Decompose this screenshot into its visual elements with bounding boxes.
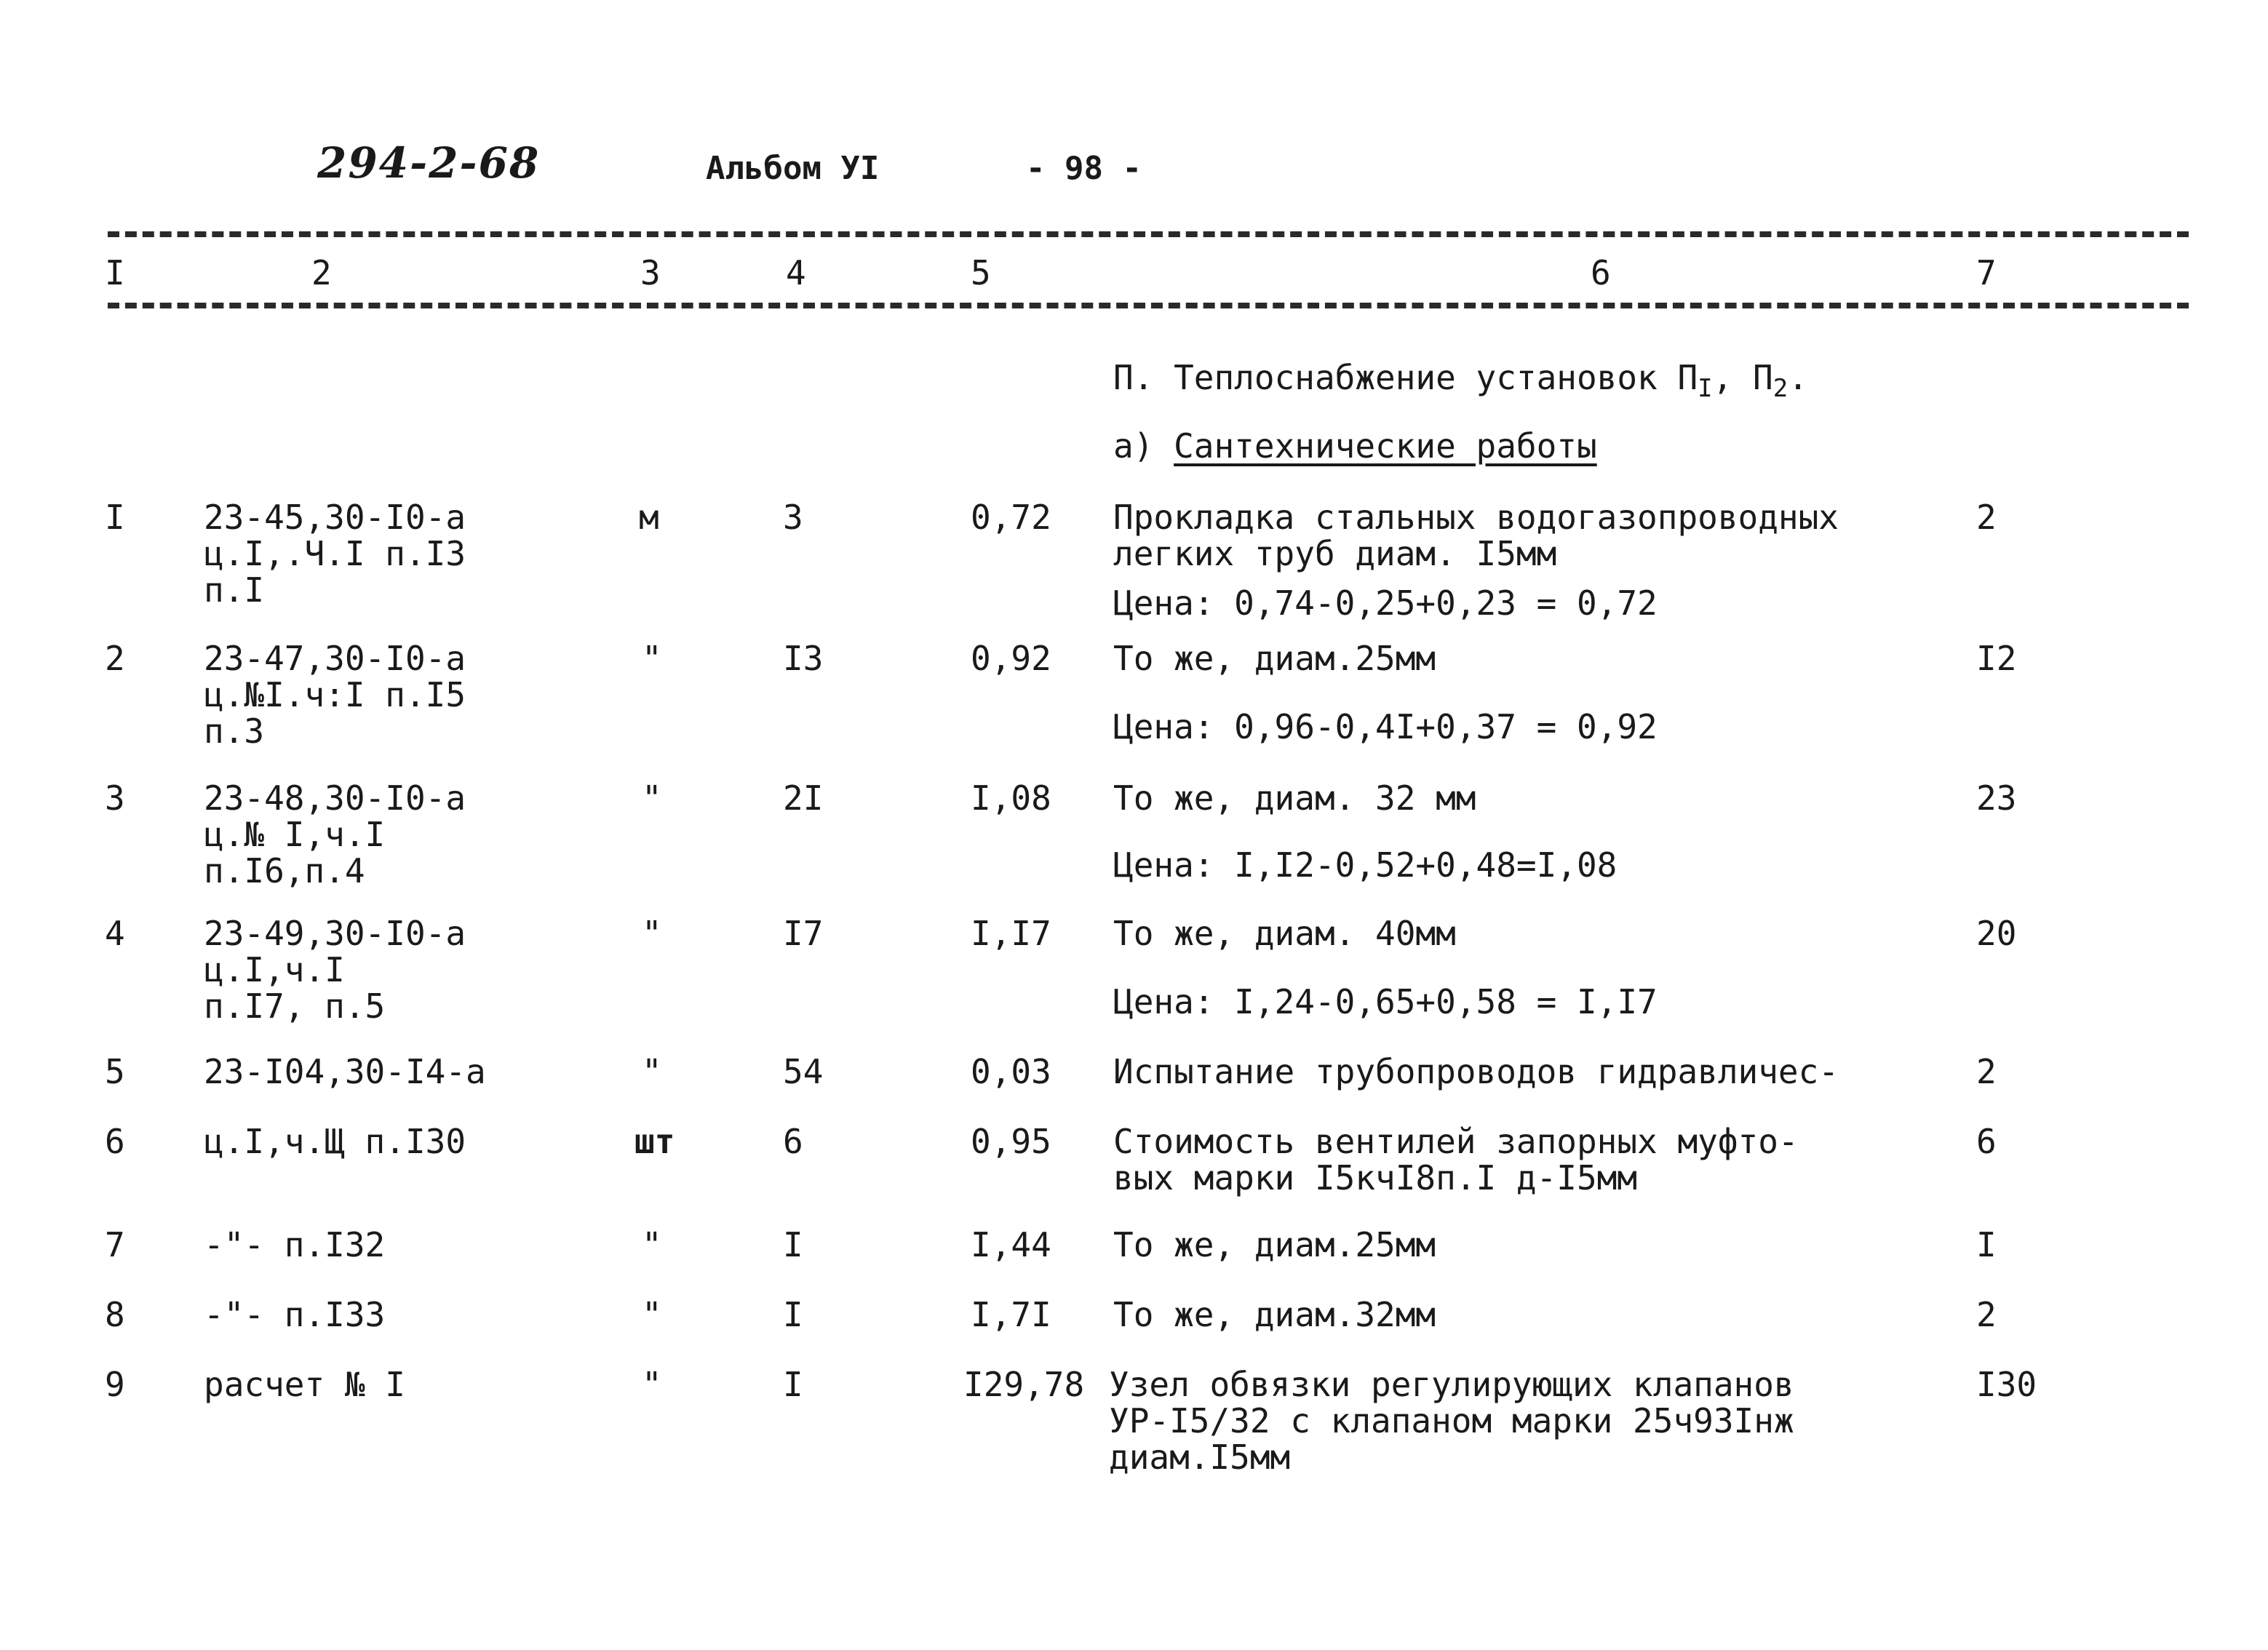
- subsection-title: [1113, 428, 1597, 464]
- row-quantity: I: [783, 1225, 803, 1264]
- row-total: 20: [1976, 914, 2017, 953]
- row-unit: ": [642, 778, 662, 818]
- top-dashed-rule: [108, 231, 2189, 237]
- reference-line: ц.№ I,ч.I: [204, 815, 386, 854]
- column-number-3: 3: [640, 253, 661, 292]
- row-quantity: I7: [783, 914, 824, 953]
- row-price: I,44: [971, 1225, 1051, 1264]
- description-line: диам.I5мм: [1109, 1438, 1291, 1477]
- row-price: I,I7: [971, 914, 1051, 953]
- row-quantity: 54: [783, 1052, 824, 1091]
- reference-line: п.3: [204, 712, 265, 751]
- row-description: [1113, 1296, 1436, 1333]
- page-number: - 98 -: [1026, 150, 1142, 187]
- reference-line: 23-48,30-I0-а: [204, 778, 466, 818]
- row-reference: [204, 1123, 466, 1160]
- reference-line: 23-45,30-I0-а: [204, 498, 466, 537]
- row-description: [1109, 1366, 1794, 1475]
- row-unit: ": [642, 914, 662, 953]
- reference-line: 23-49,30-I0-а: [204, 914, 466, 953]
- row-number: 3: [105, 778, 125, 818]
- row-price: I,08: [971, 778, 1051, 818]
- row-reference: [204, 1227, 385, 1263]
- row-unit: ": [642, 1365, 662, 1404]
- column-number-6: 6: [1591, 253, 1611, 292]
- row-total: 2: [1976, 1052, 1997, 1091]
- reference-line: п.I6,п.4: [204, 851, 365, 890]
- reference-line: ц.№I.ч:I п.I5: [204, 675, 466, 714]
- document-code: 294-2-68: [317, 138, 541, 188]
- subsection-prefix: а): [1113, 426, 1174, 466]
- row-total: I30: [1976, 1365, 2037, 1404]
- row-price-calculation: Цена: 0,74-0,25+0,23 = 0,72: [1113, 583, 1658, 623]
- column-number-5: 5: [971, 253, 991, 292]
- row-total: 6: [1976, 1122, 1997, 1161]
- row-price: 0,92: [971, 639, 1051, 678]
- section-sub-2: 2: [1772, 374, 1788, 404]
- row-quantity: I: [783, 1295, 803, 1334]
- column-number-1: I: [105, 253, 125, 292]
- row-number: 6: [105, 1122, 125, 1161]
- reference-line: п.I: [204, 570, 265, 610]
- row-reference: [204, 915, 466, 1024]
- description-line: Узел обвязки регулирующих клапанов: [1109, 1365, 1794, 1404]
- description-line: Стоимость вентилей запорных муфто-: [1113, 1122, 1799, 1161]
- reference-line: п.I7, п.5: [204, 987, 386, 1026]
- reference-line: 23-I04,30-I4-а: [204, 1052, 486, 1091]
- row-price: 0,03: [971, 1052, 1051, 1091]
- row-total: I: [1976, 1225, 1997, 1264]
- description-line: То же, диам.25мм: [1113, 639, 1436, 678]
- row-description: [1113, 640, 1436, 677]
- row-unit: ": [642, 1295, 662, 1334]
- reference-line: ц.I,ч.Щ п.I30: [204, 1122, 466, 1161]
- album-label: Альбом УI: [706, 150, 880, 187]
- row-unit: м: [639, 498, 659, 537]
- reference-line: -"- п.I33: [204, 1295, 386, 1334]
- column-number-4: 4: [786, 253, 806, 292]
- bottom-dashed-rule: [108, 303, 2189, 308]
- description-line: УР-I5/32 с клапаном марки 25ч93Iнж: [1109, 1401, 1794, 1440]
- row-price: I29,78: [963, 1365, 1085, 1404]
- section-title-text: П. Теплоснабжение установок П: [1113, 358, 1698, 397]
- reference-line: расчет № I: [204, 1365, 405, 1404]
- row-quantity: 3: [783, 498, 803, 537]
- section-end: .: [1788, 358, 1808, 397]
- row-unit: ": [642, 639, 662, 678]
- description-line: Прокладка стальных водогазопроводных: [1113, 498, 1839, 537]
- row-description: [1113, 915, 1456, 952]
- row-quantity: 2I: [783, 778, 824, 818]
- row-number: 2: [105, 639, 125, 678]
- description-line: То же, диам.25мм: [1113, 1225, 1436, 1264]
- row-price: 0,72: [971, 498, 1051, 537]
- description-line: легких труб диам. I5мм: [1113, 534, 1557, 573]
- row-reference: [204, 499, 466, 608]
- row-total: 2: [1976, 1295, 1997, 1334]
- subsection-title-text: Сантехнические работы: [1174, 426, 1597, 466]
- column-number-7: 7: [1976, 253, 1997, 292]
- row-price-calculation: Цена: I,24-0,65+0,58 = I,I7: [1113, 982, 1658, 1021]
- row-reference: [204, 640, 466, 749]
- row-reference: [204, 1053, 486, 1090]
- row-total: I2: [1976, 639, 2017, 678]
- row-unit: шт: [634, 1122, 675, 1161]
- row-description: [1113, 1123, 1799, 1196]
- row-number: 7: [105, 1225, 125, 1264]
- row-price-calculation: Цена: I,I2-0,52+0,48=I,08: [1113, 845, 1618, 885]
- row-number: 9: [105, 1365, 125, 1404]
- row-unit: ": [642, 1225, 662, 1264]
- reference-line: ц.I,.Ч.I п.I3: [204, 534, 466, 573]
- row-number: 4: [105, 914, 125, 953]
- row-quantity: I3: [783, 639, 824, 678]
- reference-line: ц.I,ч.I: [204, 950, 345, 989]
- description-line: Испытание трубопроводов гидравличес-: [1113, 1052, 1839, 1091]
- description-line: То же, диам. 32 мм: [1113, 778, 1476, 818]
- row-quantity: I: [783, 1365, 803, 1404]
- row-total: 2: [1976, 498, 1997, 537]
- row-number: I: [105, 498, 125, 537]
- row-total: 23: [1976, 778, 2017, 818]
- reference-line: 23-47,30-I0-а: [204, 639, 466, 678]
- row-price-calculation: Цена: 0,96-0,4I+0,37 = 0,92: [1113, 707, 1658, 746]
- description-line: То же, диам.32мм: [1113, 1295, 1436, 1334]
- section-title: [1113, 359, 1808, 407]
- column-number-2: 2: [311, 253, 332, 292]
- row-price: 0,95: [971, 1122, 1051, 1161]
- row-price: I,7I: [971, 1295, 1051, 1334]
- section-sub-1: I: [1698, 374, 1713, 404]
- row-description: [1113, 1227, 1436, 1263]
- row-reference: [204, 1296, 385, 1333]
- row-description: [1113, 499, 1839, 572]
- row-unit: ": [642, 1052, 662, 1091]
- description-line: вых марки I5кчI8п.I д-I5мм: [1113, 1158, 1638, 1197]
- row-quantity: 6: [783, 1122, 803, 1161]
- row-description: [1113, 780, 1476, 816]
- reference-line: -"- п.I32: [204, 1225, 386, 1264]
- row-number: 5: [105, 1052, 125, 1091]
- row-reference: [204, 780, 466, 889]
- row-reference: [204, 1366, 405, 1403]
- row-description: [1113, 1053, 1839, 1090]
- row-number: 8: [105, 1295, 125, 1334]
- section-sep: , П: [1712, 358, 1773, 397]
- description-line: То же, диам. 40мм: [1113, 914, 1456, 953]
